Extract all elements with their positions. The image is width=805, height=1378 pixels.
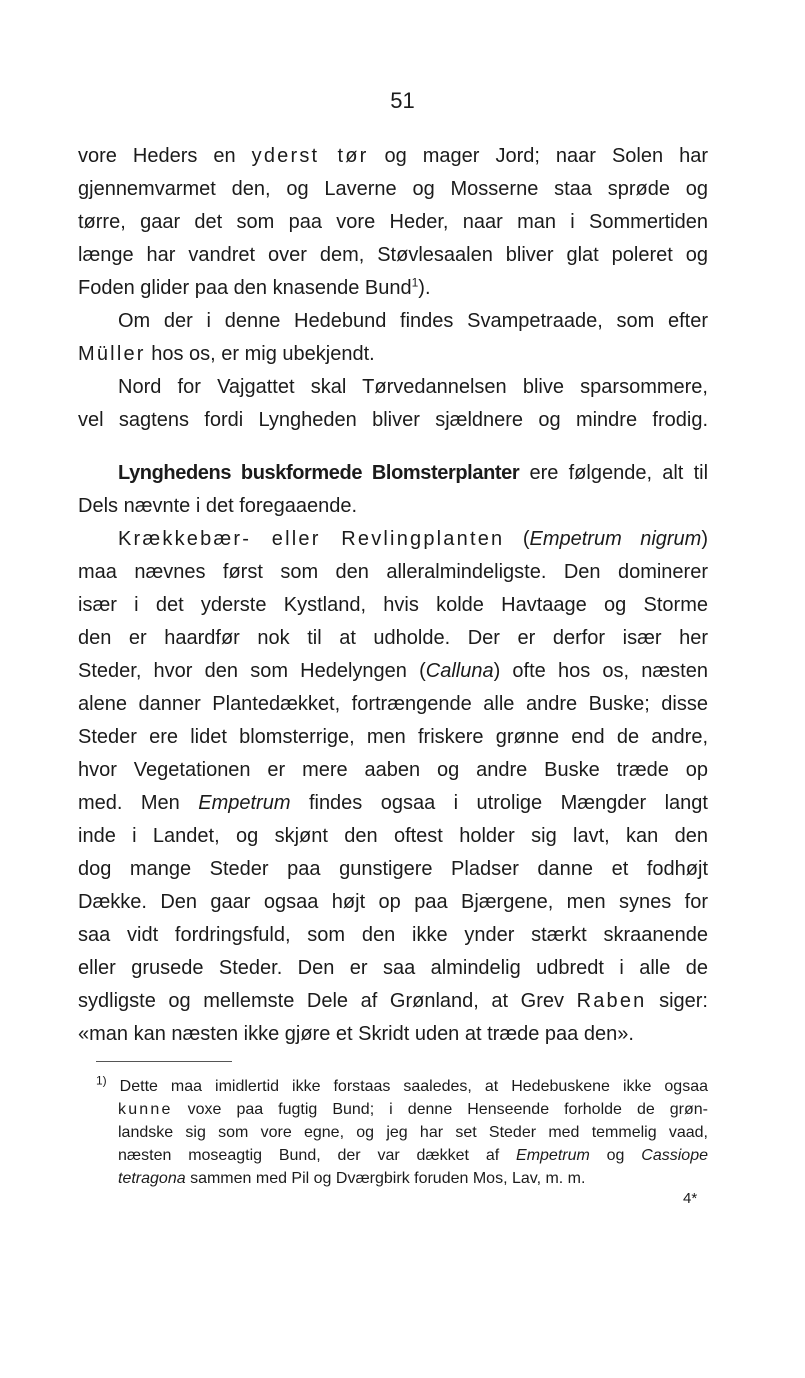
text-run: ) (701, 528, 709, 550)
footnote-line (118, 1100, 708, 1120)
text-line: Dække. Den gaar ogsaa højt op paa Bjærgene, men synes for (78, 891, 708, 913)
footnote-line (118, 1146, 708, 1166)
text-run: hos os, er mig ubekjendt. (151, 343, 375, 365)
text-line: dog mange Steder paa gunstigere Pladser danne et fodhøjt (78, 858, 708, 880)
signature-mark: 4* (683, 1190, 698, 1207)
text-run: og (606, 1147, 625, 1164)
footnote-line (96, 1073, 708, 1097)
latin-name: Empetrum nigrum (529, 528, 702, 550)
text-line (118, 460, 708, 486)
latin-name: Cassiope (641, 1147, 708, 1164)
bold-heading: Lynghedens buskformede Blomsterplanter (118, 462, 520, 484)
footnote-divider (96, 1061, 232, 1062)
text-line (78, 988, 708, 1014)
text-run: voxe paa fugtig Bund; i denne Henseende forholde de grøn- (187, 1101, 709, 1118)
latin-name: Calluna (425, 660, 494, 682)
spaced-emphasis: kunne (118, 1101, 173, 1118)
text-run: næsten moseagtig Bund, der var dækket af (118, 1147, 500, 1164)
text-line: eller grusede Steder. Den er saa almindelig udbredt i alle de (78, 957, 708, 979)
author-name: Müller (78, 343, 146, 365)
text-run: ere følgende, alt til (529, 462, 709, 484)
text-run: ( (522, 528, 530, 550)
text-line: gjennemvarmet den, og Laverne og Mosserne staa sprøde og (78, 178, 708, 200)
text-run: Dette maa imidlertid ikke forstaas saaledes, at Hedebuskene ikke ogsaa (119, 1078, 708, 1095)
text-line: hvor Vegetationen er mere aaben og andre Buske træde op (78, 759, 708, 781)
latin-name: Empetrum (198, 792, 291, 814)
text-run: ). (418, 277, 431, 299)
text-line (78, 790, 708, 816)
plant-name: Krækkebær- eller Revlingplanten (118, 528, 505, 550)
text-line (78, 143, 708, 169)
text-run: vore Heders en (78, 145, 236, 167)
text-line: «man kan næsten ikke gjøre et Skridt uden at træde paa den». (78, 1023, 634, 1045)
text-line: Nord for Vajgattet skal Tørvedannelsen blive sparsommere, (118, 376, 708, 398)
text-run: Foden glider paa den knasende Bund (78, 277, 412, 299)
text-line (78, 658, 708, 684)
text-run: med. Men (78, 792, 180, 814)
text-line: Steder ere lidet blomsterrige, men friskere grønne end de andre, (78, 726, 708, 748)
text-run: sammen med Pil og Dværgbirk foruden Mos, Lav, m. m. (190, 1170, 586, 1187)
footnote-line (118, 1169, 658, 1189)
text-line (118, 526, 708, 552)
footnote-marker: 1) (96, 1073, 107, 1088)
text-line (78, 341, 708, 367)
text-line: inde i Landet, og skjønt den oftest holder sig lavt, kan den (78, 825, 708, 847)
latin-name: tetragona (118, 1170, 186, 1187)
page-number: 51 (390, 88, 415, 113)
text-run: Steder, hvor den som Hedelyngen ( (78, 660, 426, 682)
spaced-emphasis: yderst tør (251, 145, 369, 167)
author-name: Raben (576, 990, 647, 1012)
latin-name: Empetrum (516, 1147, 590, 1164)
text-line: tørre, gaar det som paa vore Heder, naar man i Sommertiden (78, 211, 708, 233)
text-line (78, 275, 708, 301)
text-line: alene danner Plantedækket, fortrængende alle andre Buske; disse (78, 693, 708, 715)
text-line: længe har vandret over dem, Støvlesaalen bliver glat poleret og (78, 244, 708, 266)
text-run: og mager Jord; naar Solen har (384, 145, 708, 167)
footnote-line: landske sig som vore egne, og jeg har set Steder med temmelig vaad, (118, 1124, 708, 1141)
text-run: siger: (659, 990, 708, 1012)
text-run: sydligste og mellemste Dele af Grønland, at Grev (78, 990, 564, 1012)
text-line: den er haardfør nok til at udholde. Der er derfor især her (78, 627, 708, 649)
text-line: saa vidt fordringsfuld, som den ikke ynder stærkt skraanende (78, 924, 708, 946)
text-line: maa nævnes først som den alleralmindeligste. Den dominerer (78, 561, 708, 583)
text-line: vel sagtens fordi Lyngheden bliver sjældnere og mindre frodig. (78, 409, 708, 431)
text-run: findes ogsaa i utrolige Mængder langt (308, 792, 708, 814)
footnote-ref: 1 (411, 275, 419, 290)
text-run: ) ofte hos os, næsten (493, 660, 708, 682)
text-line: Dels nævnte i det foregaaende. (78, 495, 358, 517)
text-line: især i det yderste Kystland, hvis kolde Havtaage og Storme (78, 594, 708, 616)
text-line: Om der i denne Hedebund findes Svampetraade, som efter (118, 310, 708, 332)
